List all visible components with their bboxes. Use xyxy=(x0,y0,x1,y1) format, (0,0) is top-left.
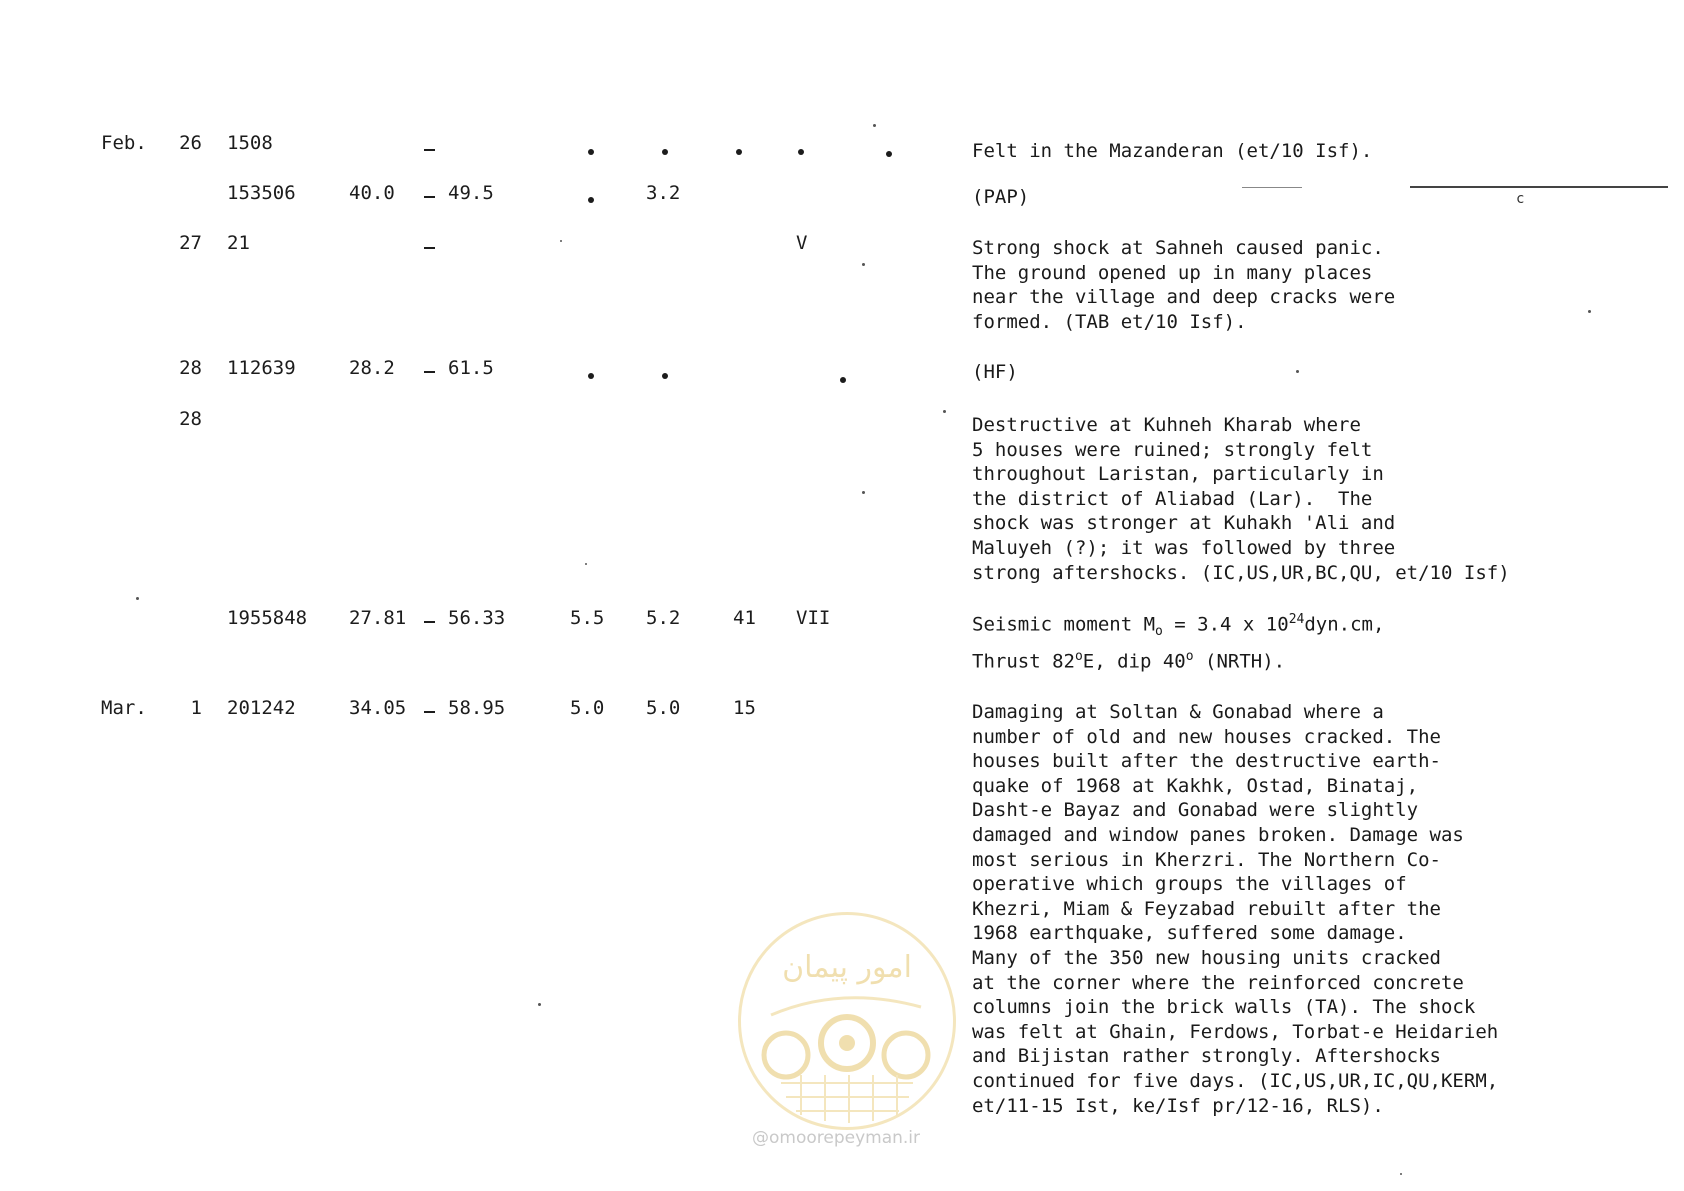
day-cell: 26 xyxy=(179,132,202,154)
seal-text: امور پیمان xyxy=(782,950,912,985)
speck xyxy=(1400,1173,1402,1175)
note-line: strong aftershocks. (IC,US,UR,BC,QU, et/10 Isf) xyxy=(972,561,1510,584)
note-line: Maluyeh (?); it was followed by three xyxy=(972,536,1396,559)
note-text: dyn.cm, xyxy=(1304,613,1385,636)
dot-mark xyxy=(588,149,594,155)
depth-cell: 41 xyxy=(733,607,756,629)
dot-mark xyxy=(588,373,594,379)
note-line: 5 houses were ruined; strongly felt xyxy=(972,438,1373,461)
speck xyxy=(560,240,562,242)
dash-mark xyxy=(424,621,435,623)
dash-mark xyxy=(424,711,435,713)
note-text: Seismic moment M xyxy=(972,613,1156,636)
note-line: Dasht-e Bayaz and Gonabad were slightly xyxy=(972,799,1419,822)
dash-mark xyxy=(424,247,435,249)
degree-sign: o xyxy=(1074,648,1083,664)
note-line: quake of 1968 at Kakhk, Ostad, Binataj, xyxy=(972,774,1419,797)
dash-mark xyxy=(424,196,435,198)
speck xyxy=(585,563,587,565)
note-line: et/11-15 Ist, ke/Isf pr/12-16, RLS). xyxy=(972,1094,1384,1117)
margin-mark: c xyxy=(1516,191,1525,207)
note-line: formed. (TAB et/10 Isf). xyxy=(972,310,1247,333)
note-subscript: o xyxy=(1155,624,1163,640)
row-note-2 xyxy=(972,185,1572,210)
dot-mark xyxy=(886,151,892,157)
note-line: shock was stronger at Kuhakh 'Ali and xyxy=(972,512,1396,535)
intensity-cell: VII xyxy=(796,607,831,629)
lon-cell: 61.5 xyxy=(448,357,494,379)
day-cell: 27 xyxy=(179,232,202,254)
depth-cell: 15 xyxy=(733,697,756,719)
note-line: near the village and deep cracks were xyxy=(972,286,1396,309)
lon-cell: 58.95 xyxy=(448,697,506,719)
dash-mark xyxy=(424,149,435,151)
note-text: = 3.4 x 10 xyxy=(1162,613,1289,636)
time-cell: 201242 xyxy=(227,697,296,719)
dot-mark xyxy=(736,149,742,155)
note-text: (NRTH). xyxy=(1193,650,1286,673)
lat-cell: 40.0 xyxy=(349,182,395,204)
ms-cell: 5.2 xyxy=(646,607,681,629)
note-line: the district of Aliabad (Lar). The xyxy=(972,487,1373,510)
note-line: at the corner where the reinforced concrete xyxy=(972,971,1464,994)
watermark-seal xyxy=(738,912,956,1130)
ms-cell: 5.0 xyxy=(646,697,681,719)
dot-mark xyxy=(588,197,594,203)
time-cell: 21 xyxy=(227,232,250,254)
note-text: Thrust 82 xyxy=(972,650,1075,673)
time-cell: 1508 xyxy=(227,132,273,154)
note-line: houses built after the destructive earth- xyxy=(972,750,1441,773)
row-note-7 xyxy=(972,700,1572,1118)
scan-line xyxy=(1410,186,1668,188)
time-cell: 112639 xyxy=(227,357,296,379)
dot-mark xyxy=(798,149,804,155)
mb-cell: 5.5 xyxy=(570,607,605,629)
note-line: Damaging at Soltan & Gonabad where a xyxy=(972,701,1384,723)
note-line: The ground opened up in many places xyxy=(972,261,1373,284)
lat-cell: 27.81 xyxy=(349,607,407,629)
speck xyxy=(136,597,139,600)
note-line: columns join the brick walls (TA). The shock xyxy=(972,996,1476,1019)
note-line: Strong shock at Sahneh caused panic. xyxy=(972,237,1384,259)
note-superscript: 24 xyxy=(1288,612,1305,627)
speck xyxy=(1296,370,1299,373)
watermark-url: @omoorepeyman.ir xyxy=(752,1128,921,1148)
ms-cell: 3.2 xyxy=(646,182,681,204)
dot-mark xyxy=(662,149,668,155)
time-cell: 1955848 xyxy=(227,607,308,629)
day-cell: 28 xyxy=(179,408,202,430)
note-line: and Bijistan rather strongly. Aftershocks xyxy=(972,1045,1441,1068)
lon-cell: 49.5 xyxy=(448,182,494,204)
degree-sign: o xyxy=(1185,648,1194,664)
note-line: Khezri, Miam & Feyzabad rebuilt after the xyxy=(972,897,1441,920)
note-text: E, dip 40 xyxy=(1082,650,1186,673)
lat-cell: 28.2 xyxy=(349,357,395,379)
month-cell: Feb. xyxy=(101,132,147,154)
lat-cell: 34.05 xyxy=(349,697,407,719)
seal-emblem-icon xyxy=(741,915,953,1127)
note-line: operative which groups the villages of xyxy=(972,873,1407,896)
lon-cell: 56.33 xyxy=(448,607,506,629)
note-line: continued for five days. (IC,US,UR,IC,QU,KERM, xyxy=(972,1069,1499,1092)
note-line: number of old and new houses cracked. The xyxy=(972,725,1441,748)
day-cell: 1 xyxy=(190,697,202,719)
note-line: Many of the 350 new housing units cracked xyxy=(972,946,1441,969)
note-line: most serious in Kherzri. The Northern Co- xyxy=(972,848,1441,871)
time-cell: 153506 xyxy=(227,182,296,204)
row-note-3 xyxy=(972,236,1572,334)
intensity-cell: V xyxy=(796,232,808,254)
speck xyxy=(862,263,865,266)
speck xyxy=(538,1003,541,1006)
dot-mark xyxy=(662,373,668,379)
note-line: (PAP) xyxy=(972,186,1030,208)
note-line: Felt in the Mazanderan (et/10 Isf). xyxy=(972,140,1373,162)
note-line: throughout Laristan, particularly in xyxy=(972,463,1384,486)
row-note-5 xyxy=(972,413,1572,585)
dash-mark xyxy=(424,371,435,373)
note-line: damaged and window panes broken. Damage was xyxy=(972,823,1464,846)
note-line: Destructive at Kuhneh Kharab where xyxy=(972,414,1361,436)
month-cell: Mar. xyxy=(101,697,147,719)
speck xyxy=(943,410,946,413)
note-line: was felt at Ghain, Ferdows, Torbat-e Heidarieh xyxy=(972,1020,1499,1043)
row-note-1 xyxy=(972,139,1572,164)
note-line: (HF) xyxy=(972,361,1018,383)
note-line: 1968 earthquake, suffered some damage. xyxy=(972,922,1407,945)
speck xyxy=(1588,310,1591,313)
row-note-4 xyxy=(972,360,1572,385)
dot-mark xyxy=(840,377,846,383)
seismic-moment-note xyxy=(972,608,1572,674)
mb-cell: 5.0 xyxy=(570,697,605,719)
day-cell: 28 xyxy=(179,357,202,379)
speck xyxy=(873,124,876,127)
scan-line xyxy=(1242,187,1302,188)
speck xyxy=(862,491,865,494)
